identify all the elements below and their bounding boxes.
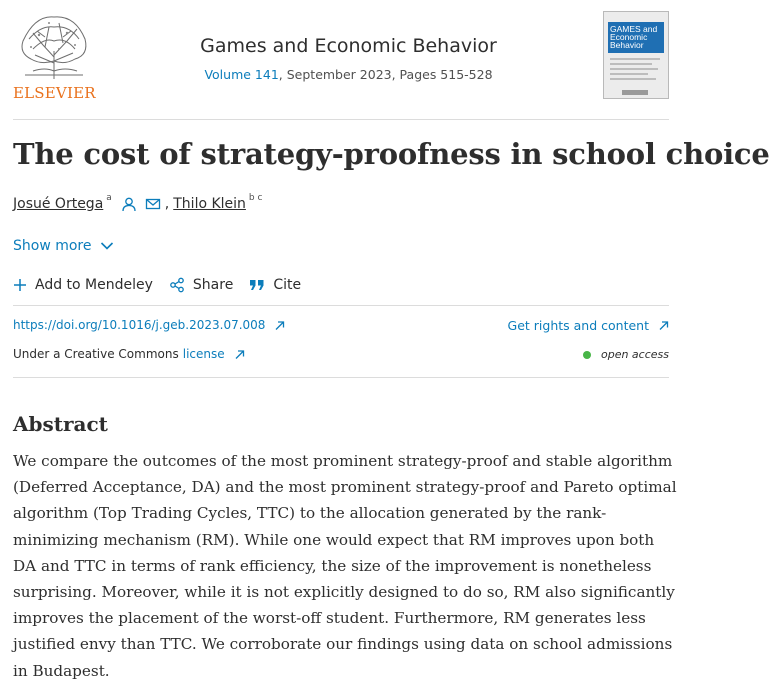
article-actions	[13, 277, 317, 293]
email-icon[interactable]	[145, 196, 161, 212]
external-link-icon	[274, 320, 285, 331]
publisher-wordmark: ELSEVIER	[13, 84, 96, 102]
cover-publisher-mark	[622, 90, 648, 95]
open-access-label: open access	[600, 348, 669, 361]
author-list	[13, 193, 263, 212]
abstract-heading: Abstract	[13, 412, 108, 436]
cover-text-line	[610, 68, 658, 70]
license-info	[13, 347, 245, 361]
mendeley-label: Add to Mendeley	[35, 277, 153, 293]
share-button[interactable]	[169, 277, 233, 293]
journal-title[interactable]: Games and Economic Behavior	[200, 35, 497, 57]
share-label: Share	[192, 277, 234, 293]
open-access-badge	[583, 348, 669, 361]
show-more-button[interactable]	[13, 238, 114, 254]
quote-icon	[249, 278, 265, 292]
cover-title: GAMES and Economic Behavior	[610, 24, 658, 50]
cite-label: Cite	[273, 277, 302, 293]
rights-text: Get rights and content	[507, 318, 649, 333]
header-divider	[13, 119, 669, 120]
volume-link[interactable]: Volume 141	[204, 67, 279, 82]
person-icon[interactable]	[121, 196, 137, 212]
meta-divider	[13, 377, 669, 378]
open-access-dot-icon	[583, 351, 591, 359]
journal-issue-info	[0, 67, 697, 82]
author-affiliation[interactable]: b c	[248, 193, 263, 203]
author-name[interactable]: Josué Ortega	[13, 196, 104, 212]
abstract-text: We compare the outcomes of the most prominent strategy-proof and stable algorithm (Deferred Acceptance, DA) and the most prominent strategy-proof and Pareto optimal algorithm (Top Trading Cycles, TTC) to the allocation generated by the rank-minimizing mechanism (RM). While one would expect that RM improves upon both DA and TTC in terms of rank efficiency, the size of the improvement is nonetheless surprising. Moreover, while it is not explicitly designed to do so, RM also significantly improves the placement of the worst-off student. Furthermore, RM generates less justified envy than TTC. We corroborate our findings using data on school admissions in Budapest.	[13, 452, 677, 680]
doi-link[interactable]	[13, 318, 285, 332]
actions-divider	[13, 305, 669, 306]
external-link-icon[interactable]	[234, 349, 245, 360]
cover-text-line	[610, 58, 660, 60]
doi-text: https://doi.org/10.1016/j.geb.2023.07.008	[13, 318, 266, 332]
chevron-down-icon	[100, 241, 114, 251]
cover-text-line	[610, 78, 656, 80]
external-link-icon	[658, 320, 669, 331]
cover-text-line	[610, 63, 652, 65]
license-prefix: Under a Creative Commons	[13, 347, 179, 361]
show-more-label: Show more	[13, 238, 92, 254]
share-icon	[169, 277, 185, 293]
cite-button[interactable]	[249, 277, 301, 293]
author-separator: ,	[164, 196, 170, 212]
license-link[interactable]: license	[182, 347, 225, 361]
add-to-mendeley-button[interactable]	[13, 277, 153, 293]
article-title: The cost of strategy-proofness in school choice	[13, 137, 770, 171]
author-affiliation[interactable]: a	[106, 193, 112, 203]
author-name[interactable]: Thilo Klein	[173, 196, 246, 212]
issue-details: , September 2023, Pages 515-528	[278, 67, 493, 82]
plus-icon	[13, 278, 27, 292]
get-rights-link[interactable]	[508, 318, 669, 333]
journal-cover-thumbnail[interactable]	[603, 11, 669, 99]
cover-text-line	[610, 73, 648, 75]
